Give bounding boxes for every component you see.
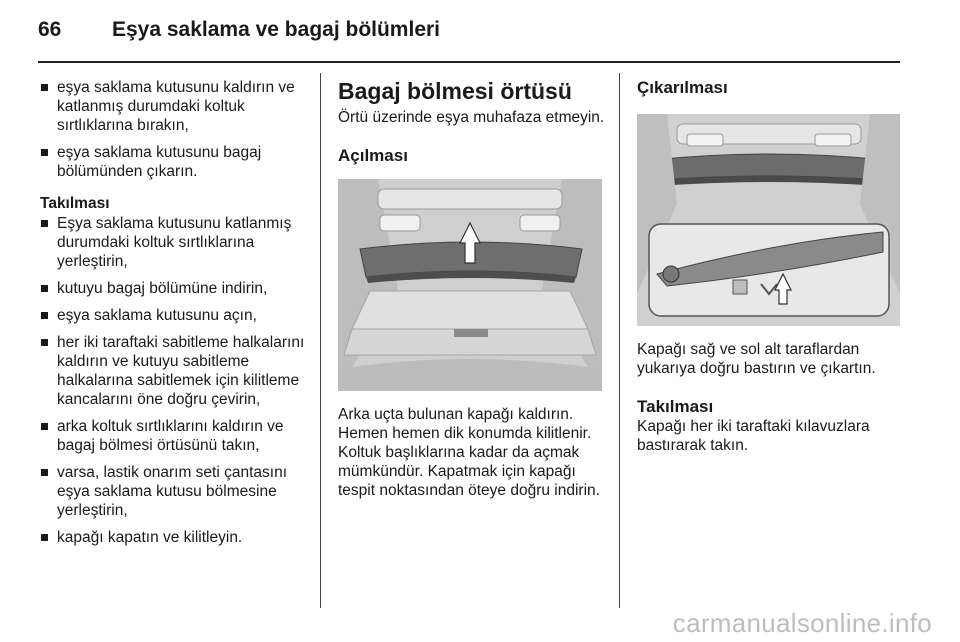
column-middle <box>338 78 608 500</box>
installation-instructions: Kapağı her iki taraftaki kılavuzlara bastırarak takın. <box>637 418 870 454</box>
column-divider-2 <box>619 73 620 608</box>
section-heading: Bagaj bölmesi örtüsü <box>338 78 572 104</box>
trunk-cover-open-illustration <box>338 179 602 391</box>
subheading-opening: Açılması <box>338 146 408 165</box>
opening-instructions: Arka uçta bulunan kapağı kaldırın. Hemen hemen dik konumda kilitlenir. Koltuk başlıklarına kadar da açmak mümkündür. Kapatmak için kapağı tespit noktasından öteye doğru indirin. <box>338 406 600 499</box>
page-title: Eşya saklama ve bagaj bölümleri <box>112 18 441 41</box>
bullet-list-top <box>40 78 310 181</box>
column-left <box>40 78 310 555</box>
list-item: her iki taraftaki sabitleme halkalarını kaldırın ve kutuyu sabitleme halkalarına sabitlemek için kilitleme kancalarını öne doğru çevirin, <box>40 333 310 409</box>
list-item: eşya saklama kutusunu kaldırın ve katlanmış durumdaki koltuk sırtlıklarına bırakın, <box>40 78 310 135</box>
page-number: 66 <box>38 18 62 41</box>
list-item: eşya saklama kutusunu açın, <box>40 306 310 325</box>
subheading-removal: Çıkarılması <box>637 78 728 97</box>
removal-instructions: Kapağı sağ ve sol alt taraflardan yukarıya doğru bastırın ve çıkartın. <box>637 341 876 377</box>
watermark: carmanualsonline.info <box>672 608 932 638</box>
header-rule <box>38 61 900 63</box>
column-divider-1 <box>320 73 321 608</box>
column-right <box>637 78 907 455</box>
subheading-installation: Takılması <box>40 195 110 212</box>
list-item: varsa, lastik onarım seti çantasını eşya saklama kutusu bölmesine yerleştirin, <box>40 463 310 520</box>
page-header <box>0 0 960 66</box>
list-item: eşya saklama kutusunu bagaj bölümünden çıkarın. <box>40 143 310 181</box>
list-item: kutuyu bagaj bölümüne indirin, <box>40 279 310 298</box>
list-item: arka koltuk sırtlıklarını kaldırın ve bagaj bölmesi örtüsünü takın, <box>40 417 310 455</box>
list-item: kapağı kapatın ve kilitleyin. <box>40 528 310 547</box>
bullet-list-installation <box>40 214 310 547</box>
intro-text: Örtü üzerinde eşya muhafaza etmeyin. <box>338 109 605 126</box>
subheading-installation-cover: Takılması <box>637 397 714 416</box>
trunk-cover-removal-illustration <box>637 114 900 326</box>
list-item: Eşya saklama kutusunu katlanmış durumdaki koltuk sırtlıklarına yerleştirin, <box>40 214 310 271</box>
